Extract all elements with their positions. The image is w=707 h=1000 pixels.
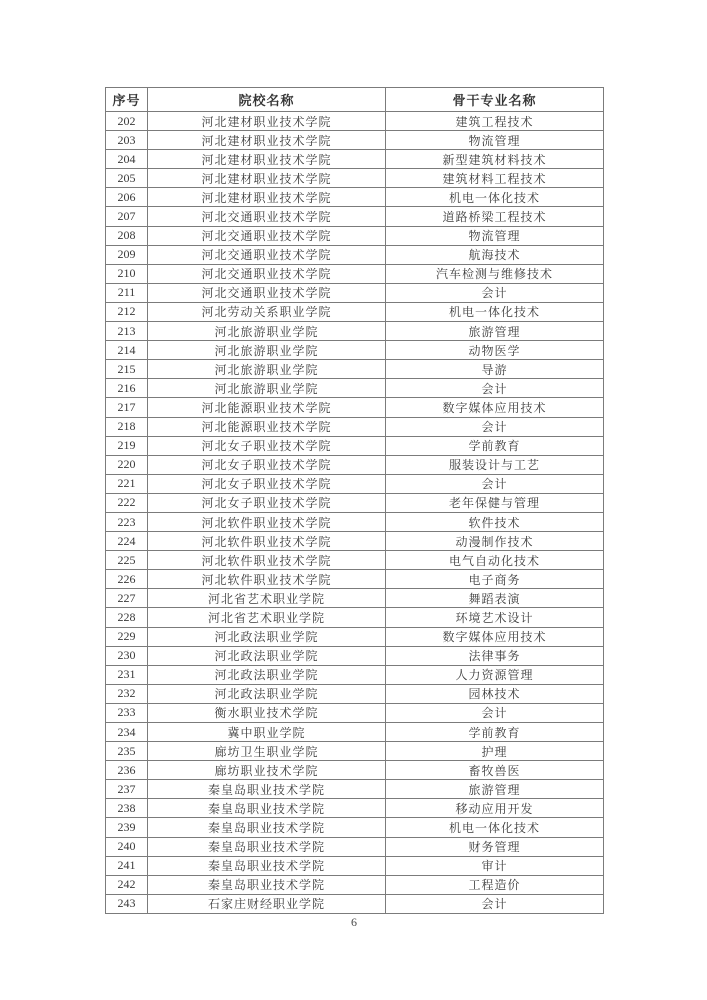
table-row <box>106 169 604 188</box>
cell-college-name: 河北劳动关系职业学院 <box>148 302 386 321</box>
cell-college-name: 秦皇岛职业技术学院 <box>148 818 386 837</box>
cell-major-name: 财务管理 <box>386 837 604 856</box>
cell-major-name: 会计 <box>386 417 604 436</box>
cell-college-name: 河北政法职业学院 <box>148 627 386 646</box>
table-row <box>106 894 604 913</box>
cell-college-name: 秦皇岛职业技术学院 <box>148 856 386 875</box>
cell-major-name: 物流管理 <box>386 131 604 150</box>
cell-college-name: 石家庄财经职业学院 <box>148 894 386 913</box>
cell-serial-number: 233 <box>106 703 148 722</box>
cell-major-name: 机电一体化技术 <box>386 818 604 837</box>
cell-serial-number: 230 <box>106 646 148 665</box>
cell-major-name: 导游 <box>386 360 604 379</box>
cell-serial-number: 214 <box>106 341 148 360</box>
cell-major-name: 建筑工程技术 <box>386 112 604 131</box>
cell-major-name: 畜牧兽医 <box>386 761 604 780</box>
table-row <box>106 589 604 608</box>
cell-serial-number: 227 <box>106 589 148 608</box>
cell-college-name: 秦皇岛职业技术学院 <box>148 875 386 894</box>
cell-college-name: 河北能源职业技术学院 <box>148 417 386 436</box>
table-row <box>106 493 604 512</box>
cell-major-name: 旅游管理 <box>386 322 604 341</box>
cell-serial-number: 220 <box>106 455 148 474</box>
cell-college-name: 河北政法职业学院 <box>148 665 386 684</box>
cell-serial-number: 212 <box>106 302 148 321</box>
cell-college-name: 河北女子职业技术学院 <box>148 455 386 474</box>
cell-college-name: 河北交通职业技术学院 <box>148 207 386 226</box>
table-row <box>106 436 604 455</box>
table-row <box>106 474 604 493</box>
cell-major-name: 道路桥梁工程技术 <box>386 207 604 226</box>
cell-major-name: 新型建筑材料技术 <box>386 150 604 169</box>
cell-major-name: 机电一体化技术 <box>386 302 604 321</box>
cell-serial-number: 208 <box>106 226 148 245</box>
cell-serial-number: 217 <box>106 398 148 417</box>
cell-serial-number: 209 <box>106 245 148 264</box>
cell-college-name: 河北交通职业技术学院 <box>148 283 386 302</box>
cell-major-name: 环境艺术设计 <box>386 608 604 627</box>
cell-major-name: 物流管理 <box>386 226 604 245</box>
cell-college-name: 河北软件职业技术学院 <box>148 551 386 570</box>
cell-serial-number: 238 <box>106 799 148 818</box>
cell-serial-number: 223 <box>106 512 148 531</box>
table-row <box>106 417 604 436</box>
cell-major-name: 会计 <box>386 474 604 493</box>
table-row <box>106 322 604 341</box>
cell-major-name: 服装设计与工艺 <box>386 455 604 474</box>
cell-major-name: 机电一体化技术 <box>386 188 604 207</box>
cell-college-name: 河北女子职业技术学院 <box>148 493 386 512</box>
cell-serial-number: 224 <box>106 532 148 551</box>
cell-serial-number: 222 <box>106 493 148 512</box>
cell-serial-number: 239 <box>106 818 148 837</box>
cell-major-name: 学前教育 <box>386 723 604 742</box>
table-row <box>106 188 604 207</box>
table-row <box>106 302 604 321</box>
cell-major-name: 建筑材料工程技术 <box>386 169 604 188</box>
cell-major-name: 人力资源管理 <box>386 665 604 684</box>
table-row <box>106 245 604 264</box>
cell-major-name: 舞蹈表演 <box>386 589 604 608</box>
cell-college-name: 河北旅游职业学院 <box>148 360 386 379</box>
cell-college-name: 河北女子职业技术学院 <box>148 436 386 455</box>
table-row <box>106 627 604 646</box>
table-row <box>106 512 604 531</box>
table-row <box>106 570 604 589</box>
college-major-table <box>105 87 604 914</box>
table-row <box>106 742 604 761</box>
cell-college-name: 河北交通职业技术学院 <box>148 264 386 283</box>
cell-college-name: 河北建材职业技术学院 <box>148 131 386 150</box>
cell-serial-number: 237 <box>106 780 148 799</box>
table-row <box>106 551 604 570</box>
cell-major-name: 数字媒体应用技术 <box>386 398 604 417</box>
cell-college-name: 河北软件职业技术学院 <box>148 532 386 551</box>
cell-college-name: 秦皇岛职业技术学院 <box>148 799 386 818</box>
table-row <box>106 131 604 150</box>
cell-serial-number: 221 <box>106 474 148 493</box>
table-row <box>106 264 604 283</box>
page-number: 6 <box>351 915 357 929</box>
table-header <box>106 88 604 112</box>
cell-serial-number: 219 <box>106 436 148 455</box>
table-row <box>106 283 604 302</box>
cell-major-name: 法律事务 <box>386 646 604 665</box>
column-header-major-name: 骨干专业名称 <box>386 88 604 112</box>
cell-major-name: 会计 <box>386 379 604 398</box>
cell-major-name: 会计 <box>386 703 604 722</box>
cell-serial-number: 232 <box>106 684 148 703</box>
cell-major-name: 会计 <box>386 894 604 913</box>
table-row <box>106 875 604 894</box>
table-row <box>106 379 604 398</box>
cell-college-name: 廊坊职业技术学院 <box>148 761 386 780</box>
cell-serial-number: 203 <box>106 131 148 150</box>
table-row <box>106 723 604 742</box>
cell-college-name: 秦皇岛职业技术学院 <box>148 837 386 856</box>
table-row <box>106 799 604 818</box>
table-row <box>106 703 604 722</box>
cell-college-name: 河北旅游职业学院 <box>148 379 386 398</box>
cell-serial-number: 236 <box>106 761 148 780</box>
cell-college-name: 河北软件职业技术学院 <box>148 570 386 589</box>
cell-serial-number: 235 <box>106 742 148 761</box>
column-header-serial-number: 序号 <box>106 88 148 112</box>
table-row <box>106 360 604 379</box>
table-row <box>106 646 604 665</box>
table-row <box>106 455 604 474</box>
cell-college-name: 衡水职业技术学院 <box>148 703 386 722</box>
table-row <box>106 112 604 131</box>
cell-serial-number: 231 <box>106 665 148 684</box>
cell-serial-number: 243 <box>106 894 148 913</box>
table-body <box>106 112 604 914</box>
cell-college-name: 河北交通职业技术学院 <box>148 245 386 264</box>
column-header-college-name: 院校名称 <box>148 88 386 112</box>
cell-college-name: 河北省艺术职业学院 <box>148 608 386 627</box>
table-row <box>106 761 604 780</box>
cell-serial-number: 229 <box>106 627 148 646</box>
cell-serial-number: 204 <box>106 150 148 169</box>
cell-major-name: 软件技术 <box>386 512 604 531</box>
cell-major-name: 学前教育 <box>386 436 604 455</box>
cell-college-name: 河北软件职业技术学院 <box>148 512 386 531</box>
cell-college-name: 河北女子职业技术学院 <box>148 474 386 493</box>
cell-major-name: 工程造价 <box>386 875 604 894</box>
cell-serial-number: 215 <box>106 360 148 379</box>
cell-serial-number: 205 <box>106 169 148 188</box>
cell-serial-number: 228 <box>106 608 148 627</box>
cell-college-name: 河北政法职业学院 <box>148 684 386 703</box>
cell-college-name: 河北交通职业技术学院 <box>148 226 386 245</box>
cell-major-name: 动漫制作技术 <box>386 532 604 551</box>
cell-college-name: 冀中职业学院 <box>148 723 386 742</box>
table-row <box>106 818 604 837</box>
cell-major-name: 电气自动化技术 <box>386 551 604 570</box>
table-row <box>106 341 604 360</box>
cell-major-name: 汽车检测与维修技术 <box>386 264 604 283</box>
cell-major-name: 会计 <box>386 283 604 302</box>
cell-major-name: 数字媒体应用技术 <box>386 627 604 646</box>
cell-serial-number: 213 <box>106 322 148 341</box>
table-row <box>106 856 604 875</box>
cell-major-name: 老年保健与管理 <box>386 493 604 512</box>
table-row <box>106 226 604 245</box>
cell-serial-number: 207 <box>106 207 148 226</box>
cell-serial-number: 226 <box>106 570 148 589</box>
cell-college-name: 河北能源职业技术学院 <box>148 398 386 417</box>
table-row <box>106 532 604 551</box>
cell-major-name: 审计 <box>386 856 604 875</box>
cell-serial-number: 218 <box>106 417 148 436</box>
table-row <box>106 608 604 627</box>
cell-major-name: 航海技术 <box>386 245 604 264</box>
cell-college-name: 河北旅游职业学院 <box>148 322 386 341</box>
table-row <box>106 837 604 856</box>
cell-serial-number: 216 <box>106 379 148 398</box>
cell-college-name: 秦皇岛职业技术学院 <box>148 780 386 799</box>
table-header-row <box>106 88 604 112</box>
table-row <box>106 398 604 417</box>
cell-serial-number: 242 <box>106 875 148 894</box>
cell-serial-number: 225 <box>106 551 148 570</box>
cell-serial-number: 240 <box>106 837 148 856</box>
cell-college-name: 廊坊卫生职业学院 <box>148 742 386 761</box>
cell-serial-number: 241 <box>106 856 148 875</box>
table-row <box>106 665 604 684</box>
cell-major-name: 护理 <box>386 742 604 761</box>
cell-major-name: 电子商务 <box>386 570 604 589</box>
cell-serial-number: 234 <box>106 723 148 742</box>
cell-major-name: 园林技术 <box>386 684 604 703</box>
table-row <box>106 684 604 703</box>
table-row <box>106 780 604 799</box>
cell-serial-number: 210 <box>106 264 148 283</box>
table-row <box>106 150 604 169</box>
cell-serial-number: 202 <box>106 112 148 131</box>
table-row <box>106 207 604 226</box>
cell-serial-number: 206 <box>106 188 148 207</box>
cell-serial-number: 211 <box>106 283 148 302</box>
cell-major-name: 动物医学 <box>386 341 604 360</box>
cell-college-name: 河北建材职业技术学院 <box>148 112 386 131</box>
cell-college-name: 河北旅游职业学院 <box>148 341 386 360</box>
cell-college-name: 河北政法职业学院 <box>148 646 386 665</box>
cell-major-name: 移动应用开发 <box>386 799 604 818</box>
cell-college-name: 河北建材职业技术学院 <box>148 150 386 169</box>
cell-college-name: 河北建材职业技术学院 <box>148 169 386 188</box>
cell-college-name: 河北建材职业技术学院 <box>148 188 386 207</box>
cell-college-name: 河北省艺术职业学院 <box>148 589 386 608</box>
cell-major-name: 旅游管理 <box>386 780 604 799</box>
